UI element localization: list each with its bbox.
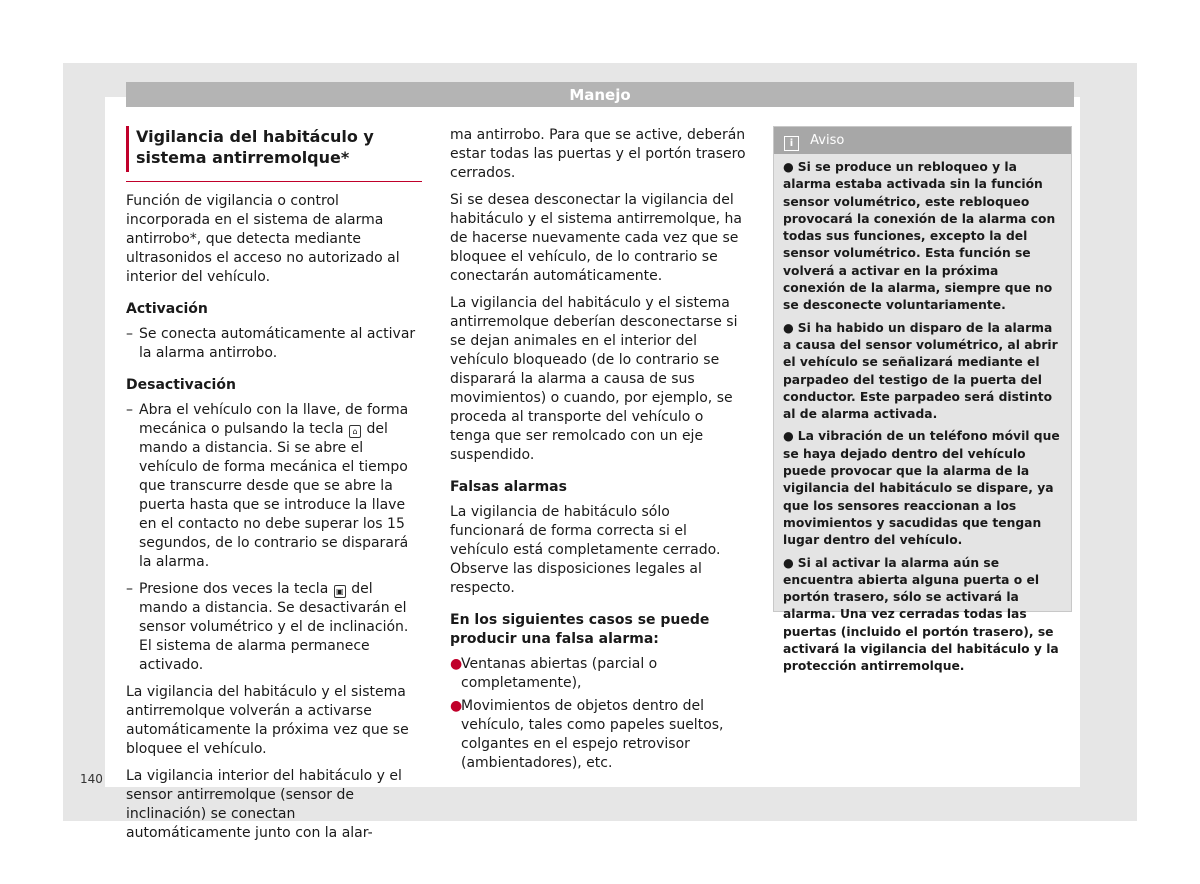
notice-item bbox=[783, 428, 1063, 549]
notice-item bbox=[783, 320, 1063, 424]
falsas-heading: Falsas alarmas bbox=[450, 479, 567, 495]
falsas-paragraph: La vigilancia de habitáculo sólo funcionará de forma correcta si el vehículo está completamente cerrado. Observe las disposiciones legales al respecto. bbox=[450, 504, 721, 596]
title-divider bbox=[126, 181, 422, 182]
notice-title: Aviso bbox=[810, 133, 845, 148]
notice-item bbox=[783, 555, 1063, 676]
section-title: Vigilancia del habitáculo y sistema antirremolque* bbox=[126, 126, 422, 172]
column-middle bbox=[450, 126, 746, 777]
activacion-item: – Se conecta automáticamente al activar la alarma antirrobo. bbox=[126, 325, 422, 363]
list-item-text: Movimientos de objetos dentro del vehículo, tales como papeles sueltos, colgantes en el espejo retrovisor (ambientadores), etc. bbox=[461, 698, 724, 771]
desactivacion-item-1-pre: Abra el vehículo con la llave, de forma mecánica o pulsando la tecla bbox=[139, 402, 409, 437]
notice-item-text: Si se produce un rebloqueo y la alarma estaba activada sin la función sensor volumétrico, este rebloqueo provocará la conexión de la alarma con todas sus funciones, excepto la del sensor volumétrico. Esta función se volverá a activar en la próxima conexión de la alarma, siempre que no se desconecte voluntariamente. bbox=[783, 160, 1056, 313]
unlock-key-icon: ⌂ bbox=[349, 425, 361, 438]
column-left bbox=[126, 126, 422, 851]
list-item-text: Ventanas abiertas (parcial o completamente), bbox=[461, 656, 658, 691]
notice-box bbox=[773, 126, 1072, 674]
notice-item bbox=[783, 159, 1063, 315]
bullet-icon: ● bbox=[783, 555, 794, 570]
desactivacion-item-2-pre: Presione dos veces la tecla bbox=[139, 581, 329, 597]
disconnect-paragraph: Si se desea desconectar la vigilancia del habitáculo y el sistema antirremolque, ha de hacerse nuevamente cada vez que se bloquee el vehículo, de lo contrario se conectarán automáticamente. bbox=[450, 192, 742, 284]
desactivacion-heading: Desactivación bbox=[126, 377, 236, 393]
activacion-heading: Activación bbox=[126, 301, 208, 317]
list-item bbox=[450, 697, 746, 773]
notice-item-text: Si al activar la alarma aún se encuentra abierta alguna puerta o el portón trasero, sólo se activará la alarma. Una vez cerradas todas las puertas (incluido el portón trasero), se activará la vigilancia del habitáculo y la protección antirremolque. bbox=[783, 555, 1059, 674]
bullet-icon: ● bbox=[783, 429, 794, 444]
page-number: 140 bbox=[80, 772, 103, 786]
section-header bbox=[126, 82, 1074, 107]
notice-item-text: Si ha habido un disparo de la alarma a causa del sensor volumétrico, al abrir el vehículo se señalizará mediante el parpadeo del testigo de la puerta del conductor. Este parpadeo será distinto al de alarma activada. bbox=[783, 320, 1058, 422]
info-icon: i bbox=[784, 136, 799, 151]
notice-body bbox=[774, 154, 1071, 676]
lock-key-icon: ▣ bbox=[334, 585, 346, 598]
reactivate-paragraph: La vigilancia del habitáculo y el sistema antirremolque volverán a activarse automáticamente la próxima vez que se bloquee el vehículo. bbox=[126, 684, 409, 757]
notice-header bbox=[774, 127, 1071, 154]
intro-paragraph: Función de vigilancia o control incorporada en el sistema de alarma antirrobo*, que detecta mediante ultrasonidos el acceso no autorizado al interior del vehículo. bbox=[126, 193, 400, 285]
bullet-icon: ● bbox=[450, 656, 463, 672]
notice-item-text: La vibración de un teléfono móvil que se haya dejado dentro del vehículo puede provocar que la alarma de la vigilancia del habitáculo se dispare, ya que los sensores reaccionan a los movimientos y sacudidas que tengan lugar dentro del vehículo. bbox=[783, 429, 1060, 548]
desactivacion-item-2-post: del mando a distancia. Se desactivarán el sensor volumétrico y el de inclinación. El sistema de alarma permanece activado. bbox=[139, 581, 409, 673]
animals-paragraph: La vigilancia del habitáculo y el sistema antirremolque deberían desconectarse si se dejan animales en el interior del vehículo bloqueado (de lo contrario se disparará la alarma a causa de sus movimientos) o cuando, por ejemplo, se proceda al transporte del vehículo o tenga que ser remolcado con un eje suspendido. bbox=[450, 295, 738, 463]
bullet-icon: ● bbox=[783, 160, 794, 174]
desactivacion-item-1 bbox=[126, 401, 422, 572]
section-header-title: Manejo bbox=[569, 86, 631, 104]
cases-heading: En los siguientes casos se puede producir una falsa alarma: bbox=[450, 612, 710, 647]
interior-paragraph: La vigilancia interior del habitáculo y el sensor antirremolque (sensor de inclinación) se conectan automáticamente junto con la alar- bbox=[126, 768, 402, 841]
list-item bbox=[450, 655, 746, 693]
bullet-icon: ● bbox=[450, 698, 463, 714]
bullet-icon: ● bbox=[783, 320, 794, 335]
desactivacion-item-1-post: del mando a distancia. Si se abre el vehículo de forma mecánica el tiempo que transcurre desde que se abre la puerta hasta que se introduce la llave en el contacto no debe superar los 15 segundos, de lo contrario se disparará la alarma. bbox=[139, 421, 409, 570]
desactivacion-item-2 bbox=[126, 580, 422, 675]
continuation-paragraph: ma antirrobo. Para que se active, deberán estar todas las puertas y el portón trasero cerrados. bbox=[450, 127, 746, 181]
